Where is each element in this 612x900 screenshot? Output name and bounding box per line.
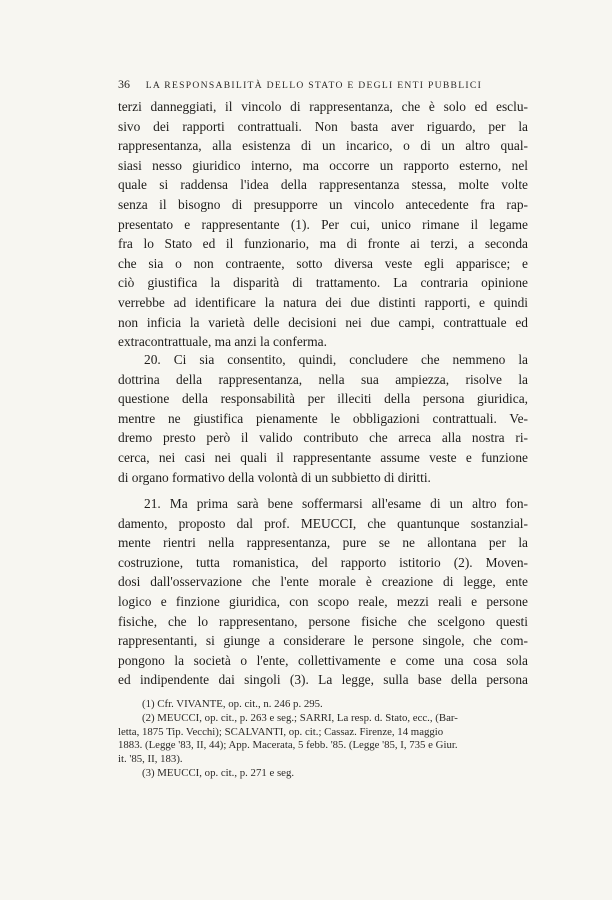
footnote-1: (1) Cfr. VIVANTE, op. cit., n. 246 p. 295. — [142, 698, 323, 710]
text-line: non inficia la varietà delle decisioni nei due campi, contrattuale ed — [118, 314, 528, 330]
text-line: quale si raddensa l'idea della rappresentanza stessa, molte volte — [118, 177, 528, 193]
footnote-2-cont: it. '85, II, 183). — [118, 753, 183, 766]
text-line: dremo presto però il valido contributo che arreca alla nostra ri- — [118, 430, 528, 446]
text-line: di organo formativo della volontà di un subbietto di diritti. — [118, 469, 431, 485]
paragraph-20 — [118, 350, 528, 487]
text-line: cerca, nei casi nei quali il rappresentante assume veste e funzione — [118, 449, 528, 465]
text-line: damento, proposto dal prof. MEUCCI, che quantunque sostanzial- — [118, 515, 528, 531]
text-line: presentato e rappresentante (1). Per cui, unico rimane il legame — [118, 216, 528, 232]
text-line: dottrina della rappresentanza, nella sua ampiezza, risolve la — [118, 371, 528, 387]
paragraph-21 — [118, 494, 528, 690]
text-line: questione della responsabilità per illeciti della persona giuridica, — [118, 391, 528, 407]
footnote-2: (2) MEUCCI, op. cit., p. 263 e seg.; SARRI, La resp. d. Stato, ecc., (Bar- — [142, 711, 458, 724]
text-line: pongono la società o l'ente, collettivamente e come una cosa sola — [118, 652, 528, 668]
text-line: ed indipendente dai singoli (3). La legge, sulla base della persona — [118, 672, 528, 688]
text-line: 21. Ma prima sarà bene soffermarsi all'esame di un altro fon- — [144, 496, 528, 511]
text-line: 20. Ci sia consentito, quindi, concludere che nemmeno la — [144, 352, 528, 367]
text-line: senza il bisogno di presupporre un vincolo antecedente fra rap- — [118, 196, 528, 212]
footnote-2-cont: 1883. (Legge '83, II, 44); App. Macerata, 5 febb. '85. (Legge '85, I, 735 e Giur. — [118, 739, 458, 752]
running-title: LA RESPONSABILITÀ DELLO STATO E DEGLI ENTI PUBBLICI — [145, 80, 483, 91]
text-line: sivo dei rapporti contrattuali. Non basta aver riguardo, per la — [118, 118, 528, 134]
text-line: rappresentanza, alla esistenza di un incarico, o di un altro qual- — [118, 138, 528, 154]
text-line: fisiche, che lo rappresentano, persone fisiche che scelgono questi — [118, 613, 528, 629]
paragraph-continuation — [118, 97, 528, 352]
text-line: mentre ne giustifica pienamente le obbligazioni contrattuali. Ve- — [118, 410, 528, 426]
footnote-3: (3) MEUCCI, op. cit., p. 271 e seg. — [142, 766, 295, 779]
footnotes — [118, 698, 528, 781]
text-line: verrebbe ad identificare la natura dei due distinti rapporti, e quindi — [118, 294, 528, 310]
text-line: costruzione, tutta romanistica, del rapporto istitorio (2). Moven- — [118, 554, 528, 570]
text-line: che sia o non contraente, sotto diversa veste egli apparisce; e — [118, 255, 528, 271]
text-line: logico e finzione giuridica, con scopo reale, mezzi reali e persone — [118, 593, 528, 609]
footnote-2-cont: letta, 1875 Tip. Vecchi); SCALVANTI, op. cit.; Cassaz. Firenze, 14 maggio — [118, 725, 444, 738]
text-line: fra lo Stato ed il funzionario, ma di fronte ai terzi, a seconda — [118, 236, 528, 252]
text-line: ciò giustifica la disparità di trattamento. La contraria opinione — [118, 275, 528, 291]
text-line: mente rientri nella rappresentanza, pure se ne allontana per la — [118, 535, 528, 551]
text-line: siasi nesso giuridico interno, ma occorre un rapporto esterno, nel — [118, 157, 528, 173]
text-line: terzi danneggiati, il vincolo di rappresentanza, che è solo ed esclu- — [118, 99, 528, 114]
page-number: 36 — [118, 77, 130, 91]
running-header — [118, 77, 538, 92]
text-line: extracontrattuale, ma anzi la conferma. — [118, 334, 327, 350]
text-line: dosi dall'osservazione che l'ente morale è creazione di legge, ente — [118, 574, 528, 590]
text-line: rappresentanti, si giunge a considerare le persone singole, che com- — [118, 633, 528, 649]
